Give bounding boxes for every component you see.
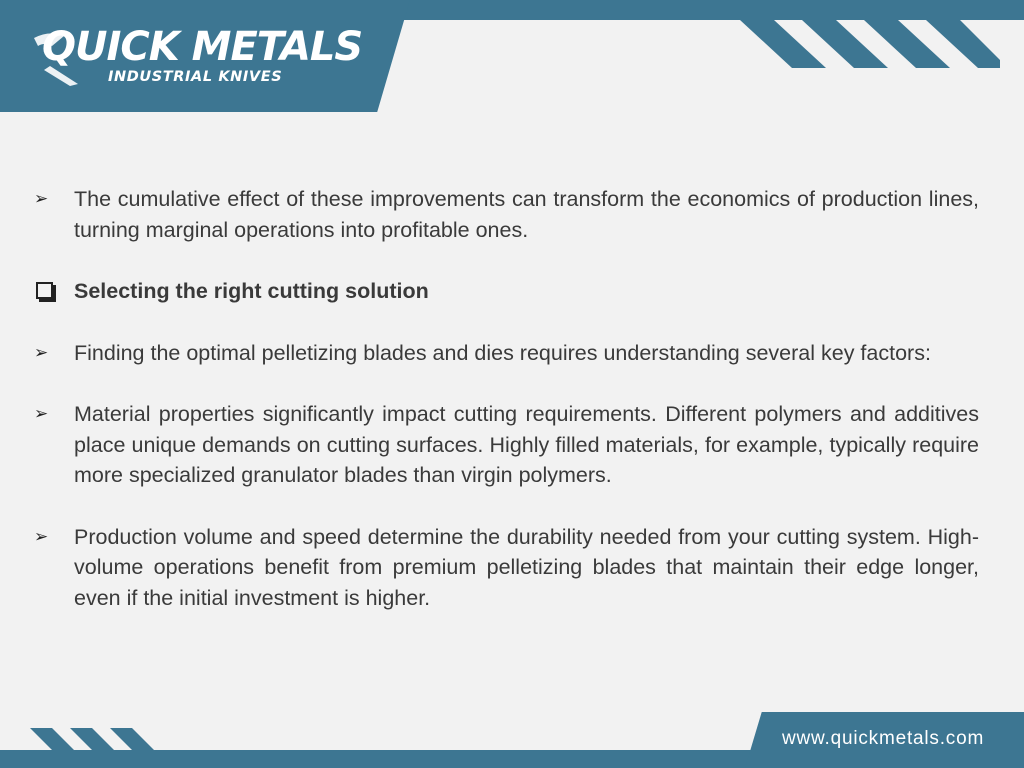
bullet-item: [34, 399, 979, 491]
website-url[interactable]: www.quickmetals.com: [782, 728, 985, 749]
bullet-text: Production volume and speed determine the durability needed from your cutting system. High-volume operations benefit from premium pelletizing blades that maintain their edge longer, even if the initial investment is higher.: [74, 524, 979, 610]
square-bullet-icon: [36, 282, 53, 299]
bullet-item: [34, 184, 979, 245]
arrow-bullet-icon: ➢: [34, 526, 49, 547]
logo-wordmark: QUICK METALS: [42, 24, 363, 70]
bullet-item: [34, 522, 979, 614]
bullet-item: [34, 338, 979, 369]
bullet-text: The cumulative effect of these improvements can transform the economics of production lines, turning marginal operations into profitable ones.: [74, 187, 979, 242]
arrow-bullet-icon: ➢: [34, 342, 49, 363]
section-heading: Selecting the right cutting solution: [74, 279, 429, 303]
arrow-bullet-icon: ➢: [34, 404, 49, 424]
slide-body: [34, 184, 979, 613]
section-heading-item: [34, 276, 979, 307]
logo-tagline: INDUSTRIAL KNIVES: [108, 69, 283, 85]
decorative-stripes-top: [740, 20, 1000, 68]
bullet-text: Finding the optimal pelletizing blades and dies requires understanding several key factors:: [74, 340, 931, 365]
decorative-stripes-bottom: [30, 728, 170, 750]
arrow-bullet-icon: ➢: [34, 189, 49, 209]
bullet-text: Material properties significantly impact cutting requirements. Different polymers and additives place unique demands on cutting surfaces. Highly filled materials, for example, typically require more specialized granulator blades than virgin polymers.: [74, 402, 979, 487]
